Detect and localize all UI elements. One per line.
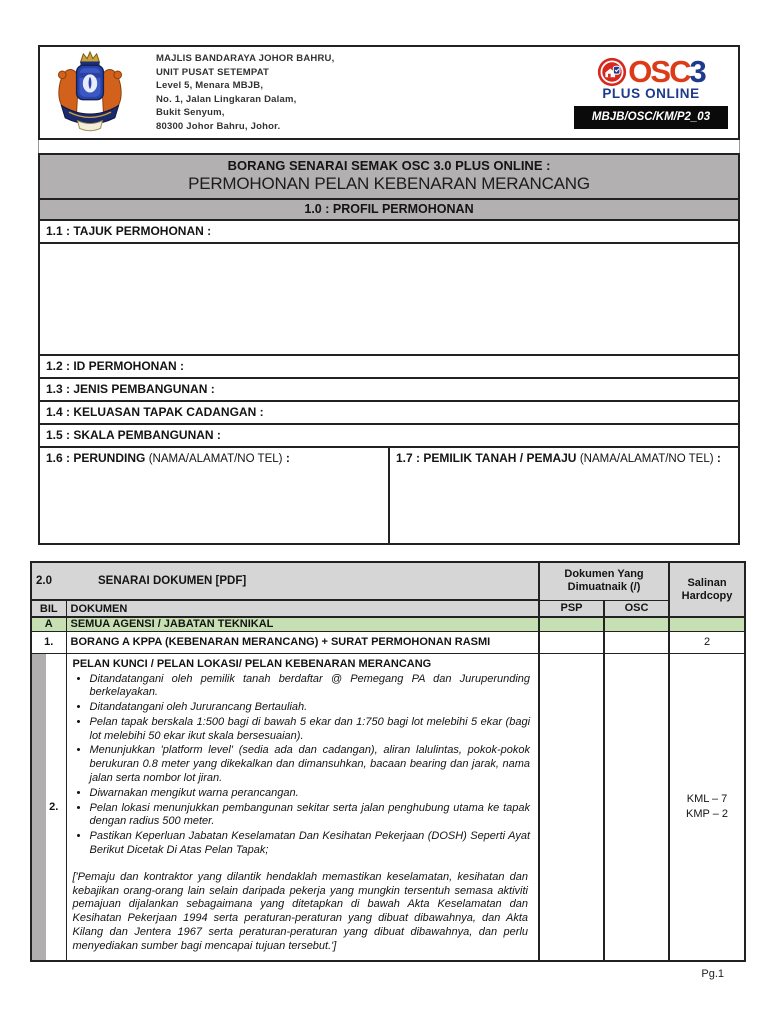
row-a-label: SEMUA AGENSI / JABATAN TEKNIKAL xyxy=(66,617,539,631)
requirement-item: • Menunjukkan 'platform level' (sedia ada dan cadangan), aliran lalulintas, pokok-pokok berukuran 0.8 meter yang dikekalkan dan dimansuhkan, bacaan bearing dan jarak, nama jalan serta nombor lot jiran. xyxy=(90,744,531,785)
plus-online-label: PLUS ONLINE xyxy=(602,85,700,101)
field-1-2-label: 1.2 : ID PERMOHONAN : xyxy=(38,356,740,379)
row-1-psp-cell xyxy=(539,631,604,653)
row-2-osc-cell xyxy=(604,653,669,961)
row-2-document-cell xyxy=(66,653,539,961)
hardcopy-kml: KML – 7 xyxy=(686,792,728,805)
field-1-6-cell: 1.6 : PERUNDING (NAMA/ALAMAT/NO TEL) : xyxy=(46,451,290,465)
col-header-dokumen: DOKUMEN xyxy=(66,600,539,617)
row-2-dosh-note: ['Pemaju dan kontraktor yang dilantik hendaklah memastikan keselamatan, kesihatan dan kebajikan orang-orang lain selain daripada pekerja yang mungkin tersentuh semasa aktiviti pemajuan dijalankan sebagaimana yang ditetapkan di bawah Akta Keselamatan dan Kesihatan Pekerjaan 1994 serta peraturan-peraturan yang dibuat dibawahnya, dan Akta Kilang dan Jentera 1967 serta peraturan-peraturan yang dibuat dibawahnya, dan perlu menyediakan sumber bagi mencapai tujuan tersebut.'] xyxy=(72,870,529,952)
field-1-6-sublabel: (NAMA/ALAMAT/NO TEL) xyxy=(148,453,283,465)
row-2-bil: 2. xyxy=(31,653,66,961)
address-line: UNIT PUSAT SETEMPAT xyxy=(156,66,270,78)
header-title-gap xyxy=(38,140,740,153)
letterhead xyxy=(38,45,740,140)
page-number: Pg.1 xyxy=(701,967,724,980)
osc3-wordmark: OSC3 xyxy=(628,53,705,89)
form-content xyxy=(38,45,740,980)
form-code-badge: MBJB/OSC/KM/P2_03 xyxy=(574,106,728,129)
table-row-2 xyxy=(31,653,745,961)
requirement-item: • Pelan tapak berskala 1:500 bagi di bawah 5 ekar dan 1:750 bagi lot melebihi 5 ekar (bagi lot melebihi 50 ekar ikut skala bersesuaian). xyxy=(90,716,531,744)
form-title-line2: PERMOHONAN PELAN KEBENARAN MERANCANG xyxy=(188,174,590,193)
field-1-4-label: 1.4 : KELUASAN TAPAK CADANGAN : xyxy=(38,402,740,425)
row-1-hardcopy-cell: 2 xyxy=(669,631,745,653)
table-header-row-1 xyxy=(31,562,745,600)
field-1-7-sublabel: (NAMA/ALAMAT/NO TEL) xyxy=(579,453,714,465)
section-2-title: SENARAI DOKUMEN [PDF] xyxy=(98,575,247,587)
requirement-item: • Ditandatangani oleh pemilik tanah berdaftar @ Pemegang PA dan Juruperunding berkelayakan. xyxy=(90,673,531,701)
row-a-osc-cell xyxy=(604,617,669,631)
row-1-label: BORANG A KPPA (KEBENARAN MERANCANG) + SURAT PERMOHONAN RASMI xyxy=(66,631,539,653)
col-header-psp: PSP xyxy=(539,600,604,617)
row-2-psp-cell xyxy=(539,653,604,961)
row-a-bil: A xyxy=(31,617,66,631)
field-1-3-label: 1.3 : JENIS PEMBANGUNAN : xyxy=(38,379,740,402)
form-title-bar xyxy=(38,153,740,200)
field-1-1-label: 1.1 : TAJUK PERMOHONAN : xyxy=(38,221,740,244)
document-checklist-table xyxy=(30,561,746,962)
field-1-7-label: 1.7 : PEMILIK TANAH / PEMAJU xyxy=(396,451,577,465)
address-line: Level 5, Menara MBJB, xyxy=(156,80,264,91)
address-line: Bukit Senyum, xyxy=(156,107,225,118)
col-header-bil: BIL xyxy=(31,600,66,617)
row-2-title: PELAN KUNCI / PELAN LOKASI/ PELAN KEBENARAN MERANCANG xyxy=(72,657,432,670)
address-line: No. 1, Jalan Lingkaran Dalam, xyxy=(156,93,297,105)
address-line: 80300 Johor Bahru, Johor. xyxy=(156,120,281,132)
table-row-section-a xyxy=(31,617,745,631)
col-header-upload: Dokumen Yang Dimuatnaik (/) xyxy=(539,562,669,600)
row-2-requirements-list xyxy=(73,673,531,858)
requirement-item: • Pastikan Keperluan Jabatan Keselamatan Dan Kesihatan Pekerjaan (DOSH) Seperti Ayat Berikut Dicetak Di Atas Pelan Tapak; xyxy=(90,830,531,858)
row-a-hardcopy-cell xyxy=(669,617,745,631)
osc3-logo-block xyxy=(574,53,728,129)
requirement-item: • Pelan lokasi menunjukkan pembangunan sekitar serta jalan penghubung utama ke tapak dengan radius 500 meter. xyxy=(90,802,531,830)
org-address xyxy=(156,52,334,133)
row-1-bil: 1. xyxy=(31,631,66,653)
form-title-line1: BORANG SENARAI SEMAK OSC 3.0 PLUS ONLINE : xyxy=(227,158,551,173)
field-1-7-cell: 1.7 : PEMILIK TANAH / PEMAJU (NAMA/ALAMAT/NO TEL) : xyxy=(388,448,738,543)
mbjb-crest-logo xyxy=(54,50,126,136)
col-header-hardcopy: Salinan Hardcopy xyxy=(669,562,745,617)
field-1-6-label: 1.6 : PERUNDING xyxy=(46,451,146,465)
requirement-item: • Diwarnakan mengikut warna perancangan. xyxy=(90,787,531,801)
field-1-5-label: 1.5 : SKALA PEMBANGUNAN : xyxy=(38,425,740,448)
section-2-header-cell xyxy=(31,562,539,600)
field-1-1-input-area xyxy=(38,244,740,356)
osc3-badge-icon xyxy=(597,57,627,87)
table-row-1 xyxy=(31,631,745,653)
address-line: MAJLIS BANDARAYA JOHOR BAHRU, xyxy=(156,53,335,64)
row-2-hardcopy-cell xyxy=(669,653,745,961)
hardcopy-kmp: KMP – 2 xyxy=(686,807,729,820)
col-header-osc: OSC xyxy=(604,600,669,617)
row-1-osc-cell xyxy=(604,631,669,653)
section-1-header: 1.0 : PROFIL PERMOHONAN xyxy=(38,200,740,221)
section-2-number: 2.0 xyxy=(36,575,52,587)
field-row-1-6-1-7 xyxy=(38,448,740,545)
requirement-item: • Ditandatangani oleh Jururancang Bertauliah. xyxy=(90,701,531,715)
table-header-row-2 xyxy=(31,600,745,617)
row-a-psp-cell xyxy=(539,617,604,631)
